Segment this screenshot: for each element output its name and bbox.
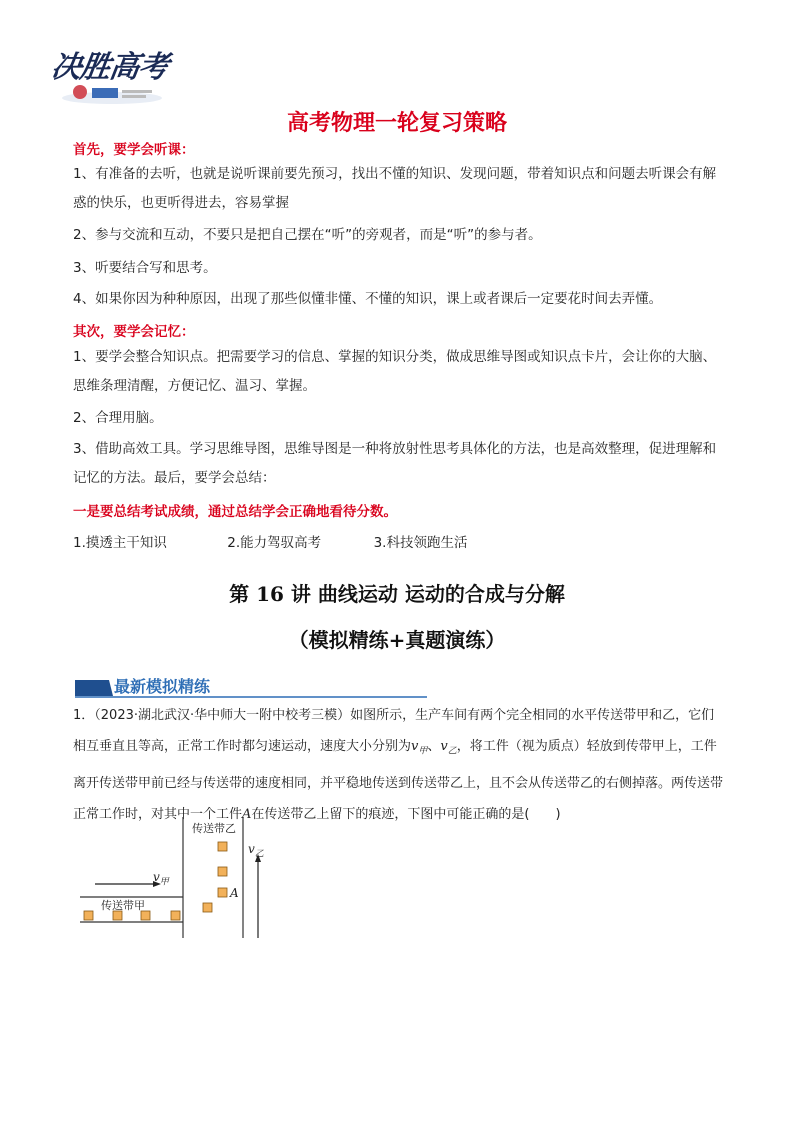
section-heading-listen: 首先，要学会听课：: [73, 142, 195, 158]
section-heading-memory: 其次，要学会记忆：: [73, 324, 195, 340]
list-item: 4、如果你因为种种原因，出现了那些似懂非懂、不懂的知识，课上或者课后一定要花时间去弄懂。: [73, 291, 663, 307]
tags-row: [73, 531, 467, 551]
tag-item: 3.科技领跑生活: [373, 535, 468, 551]
question-part1: 1．（2023·湖北武汉·华中师大一附中校考三模）如图所示，生产车间有两个完全相同的水平传送带甲和乙，它们相互垂直且等高，正常工作时都匀速运动，速度大小分别为: [73, 708, 715, 754]
belt-a-label: 传送带甲: [101, 899, 145, 912]
conveyor-figure: [75, 812, 295, 942]
list-item: 3、借助高效工具。学习思维导图，思维导图是一种将放射性思考具体化的方法，也是高效整理，促进理解和记忆的方法。最后，要学会总结：: [73, 441, 717, 486]
list-item: 2、合理用脑。: [73, 410, 163, 426]
list-item: 1、要学会整合知识点。把需要学习的信息、掌握的知识分类，做成思维导图或知识点卡片，会让你的大脑、思维条理清醒，方便记忆、温习、掌握。: [73, 349, 717, 394]
tag-item: 2.能力驾驭高考: [227, 535, 322, 551]
question-sep: 、: [427, 739, 441, 754]
lecture-subtitle: （模拟精练+真题演练）: [288, 628, 506, 652]
lecture-title: 第 16 讲 曲线运动 运动的合成与分解: [229, 582, 565, 606]
tag-item: 1.摸透主干知识: [73, 535, 167, 551]
symbol-v-b: $v_乙$: [440, 739, 457, 757]
conveyor-diagram: [75, 812, 295, 942]
question-text: [73, 700, 725, 830]
list-item: 3、听要结合写和思考。: [73, 260, 217, 276]
a-label: A: [230, 886, 239, 900]
symbol-a: A: [242, 806, 252, 822]
logo-text: 决胜高考: [49, 50, 170, 85]
v-b-label: $v_乙$: [248, 842, 264, 860]
banner-title: 最新模拟精练: [114, 677, 211, 696]
summary-red: 一是要总结考试成绩，通过总结学会正确地看待分数。: [73, 504, 397, 520]
v-a-label: $v_甲$: [153, 870, 169, 888]
belt-b-label: 传送带乙: [192, 822, 236, 835]
page-title: 高考物理一轮复习策略: [286, 111, 507, 136]
question-part2: ，将工件（视为质点）轻放到传带甲上，工件离开传送带甲前已经与传送带的速度相同，并平稳地传送到传送带乙上，且不会从传送带乙的右侧掉落。两传送带正常工作时，对其中一个工件: [73, 739, 724, 822]
question-part3: 在传送带乙上留下的痕迹，下图中可能正确的是( ): [251, 806, 561, 822]
list-item: 1、有准备的去听，也就是说听课前要先预习，找出不懂的知识、发现问题，带着知识点和问题去听课会有解惑的快乐，也更听得进去，容易掌握: [73, 166, 717, 211]
list-item: 2、参与交流和互动，不要只是把自己摆在“听”的旁观者，而是“听”的参与者。: [73, 227, 542, 243]
symbol-v-a: $v_甲$: [411, 739, 428, 757]
